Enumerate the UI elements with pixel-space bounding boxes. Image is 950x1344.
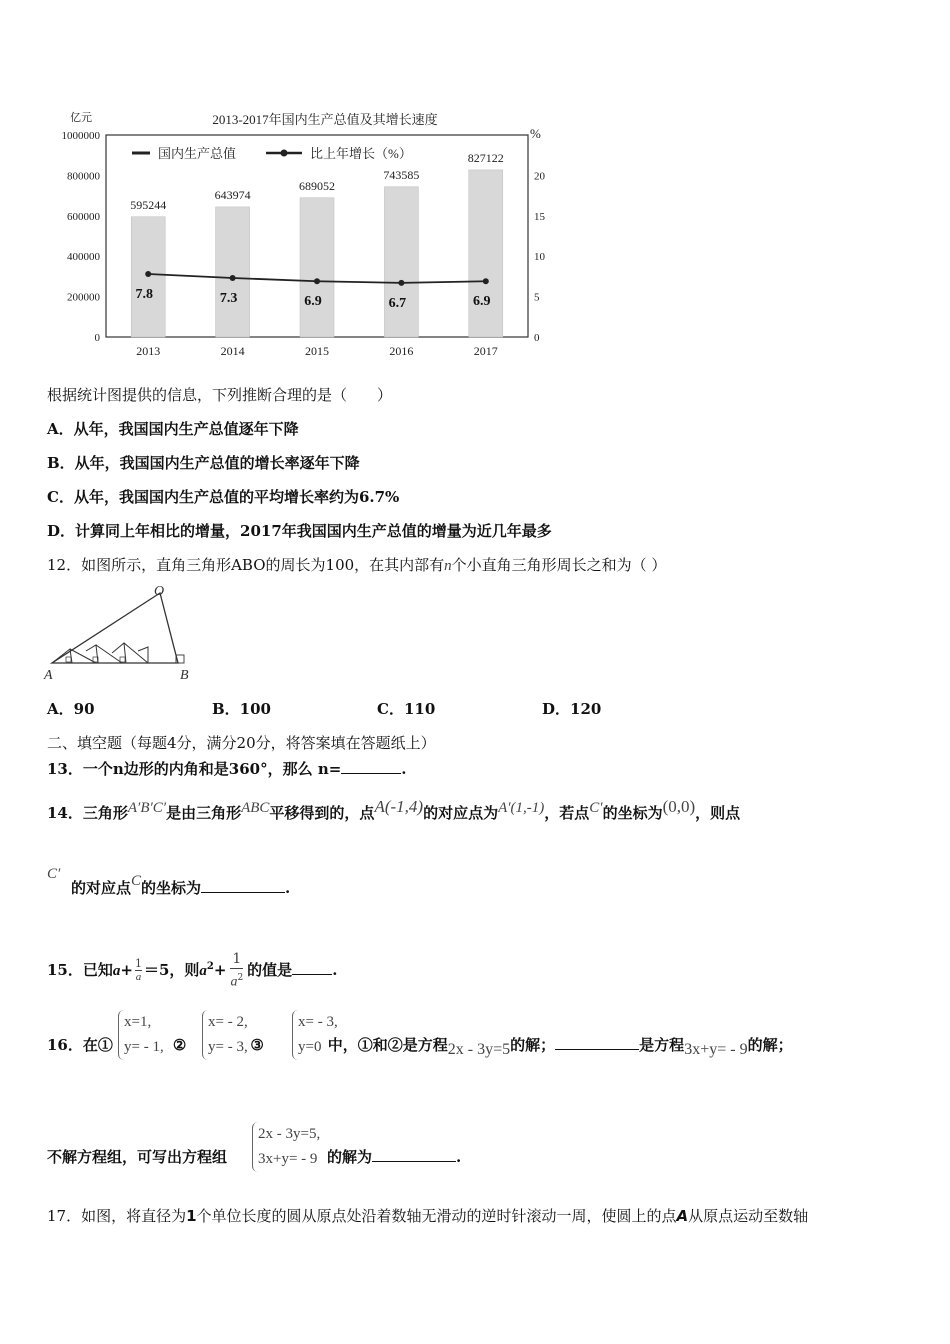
growth-value-label: 7.8 (135, 286, 153, 302)
bar-value-label: 689052 (299, 178, 335, 193)
y-left-tick-label: 0 (94, 332, 100, 344)
q16-system3: x= - 3, y=0 (292, 1010, 338, 1060)
q12-n: n (444, 558, 452, 574)
growth-point (230, 275, 236, 281)
y-left-tick-label: 400000 (67, 251, 100, 264)
chart-title: 2013-2017年国内生产总值及其增长速度 (212, 112, 438, 127)
q11-stem: 根据统计图提供的信息，下列推断合理的是（ ） (47, 386, 393, 404)
bar-value-label: 827122 (467, 150, 504, 165)
growth-point (314, 278, 320, 284)
bar (216, 207, 250, 337)
legend-bar-label: 国内生产总值 (158, 146, 237, 161)
x-tick-label: 2013 (136, 344, 161, 358)
q14-coord: (0,0) (662, 797, 696, 816)
y-left-tick-label: 800000 (67, 170, 100, 183)
growth-value-label: 7.3 (219, 291, 238, 307)
y-left-tick-label: 600000 (67, 210, 100, 223)
y-right-tick-label: 5 (534, 291, 540, 304)
label-O: O (154, 585, 165, 599)
label-B: B (180, 668, 189, 683)
growth-point (145, 271, 151, 277)
x-tick-label: 2015 (305, 344, 329, 358)
q11-option-a: A．从年，我国国内生产总值逐年下降 (47, 420, 299, 438)
section-heading: 二、填空题（每题4分，满分20分，将答案填在答题纸上） (47, 734, 436, 752)
x-tick-label: 2014 (220, 344, 245, 358)
q15-blank (292, 960, 332, 975)
q14-l2-c: C (131, 873, 142, 889)
q14-pA: A(-1,4) (374, 797, 424, 816)
y-left-unit: 亿元 (70, 112, 92, 124)
y-right-unit: % (530, 126, 541, 141)
growth-value-label: 6.9 (473, 294, 491, 310)
q12-option-c: C．110 (377, 700, 436, 718)
q14-pA2: A′(1,-1) (498, 800, 545, 816)
q14-pC2: C′ (589, 800, 603, 816)
q12-option-d: D．120 (542, 700, 602, 718)
q14-blank (201, 878, 285, 893)
q11-option-d: D．计算同上年相比的增量，2017年我国国内生产总值的增量为近几年最多 (47, 522, 552, 540)
label-A: A (44, 668, 53, 683)
q11-option-b: B．从年，我国国内生产总值的增长率逐年下降 (47, 454, 360, 472)
q14-tri2: ABC (241, 800, 270, 816)
bar (300, 198, 334, 337)
growth-point (398, 280, 404, 286)
triangle-figure (40, 585, 210, 685)
y-right-tick-label: 10 (534, 251, 545, 264)
q12-option-b: B．100 (212, 700, 271, 718)
q14-line2: C′ 的对应点C的坐标为 . (47, 866, 291, 897)
q11-option-c: C．从年，我国国内生产总值的平均增长率约为6.7% (47, 488, 400, 506)
growth-value-label: 6.7 (388, 295, 407, 311)
q16-line2: 不解方程组，可写出方程组 的解为 . (47, 1148, 462, 1166)
y-right-tick-label: 20 (534, 170, 545, 183)
q17: 17．如图，将直径为1个单位长度的圆从原点处沿着数轴无滑动的逆时针滚动一周，使圆上的点A从原点运动至数轴 (47, 1207, 809, 1225)
q14-tri1: A′B′C′ (127, 800, 167, 816)
q15: 15．已知a+ $\frac{1}{a}$ ＝5，则$a^2+$ $\frac{1}{a^2}$ 的值是 . (47, 951, 338, 990)
q16-system2: x= - 2, y= - 3, (202, 1010, 248, 1060)
q12-option-a: A．90 (47, 700, 95, 718)
y-right-tick-label: 15 (534, 210, 545, 223)
q16-blank1 (555, 1035, 639, 1050)
legend-line-marker (281, 150, 288, 157)
q13-blank (341, 759, 401, 774)
x-tick-label: 2016 (389, 344, 414, 358)
y-left-tick-label: 1000000 (61, 130, 100, 142)
bar (384, 187, 418, 337)
q14-l2-c2: C′ (47, 866, 61, 882)
growth-value-label: 6.9 (304, 294, 322, 310)
q14-line1: 14．三角形A′B′C′是由三角形ABC平移得到的，点A(-1,4)的对应点为A′(1,-1)，若点C′的坐标为(0,0)，则点 (47, 797, 741, 822)
x-tick-label: 2017 (473, 344, 498, 358)
q13: 13．一个n边形的内角和是360°，那么 n= . (47, 760, 407, 778)
gdp-chart (40, 100, 560, 365)
bar-value-label: 643974 (214, 187, 251, 202)
legend-line-label: 比上年增长（%） (310, 146, 412, 161)
q16-blank2 (372, 1147, 456, 1162)
y-left-tick-label: 200000 (67, 291, 100, 304)
q16-line1: 16．在① ② ③ 中，①和②是方程2x - 3y=5的解； 是方程3x+y= - 9的解； (47, 1036, 793, 1058)
y-right-tick-label: 0 (534, 332, 540, 344)
growth-point (483, 278, 489, 284)
q16-system4: 2x - 3y=5, 3x+y= - 9 (252, 1122, 320, 1172)
bar (469, 170, 503, 337)
bar-value-label: 595244 (130, 197, 167, 212)
q16-system1: x=1, y= - 1, (118, 1010, 164, 1060)
bar-value-label: 743585 (383, 167, 420, 182)
q12-stem: 12．如图所示，直角三角形ABO的周长为100，在其内部有n个小直角三角形周长之和为（ ） (47, 556, 667, 574)
